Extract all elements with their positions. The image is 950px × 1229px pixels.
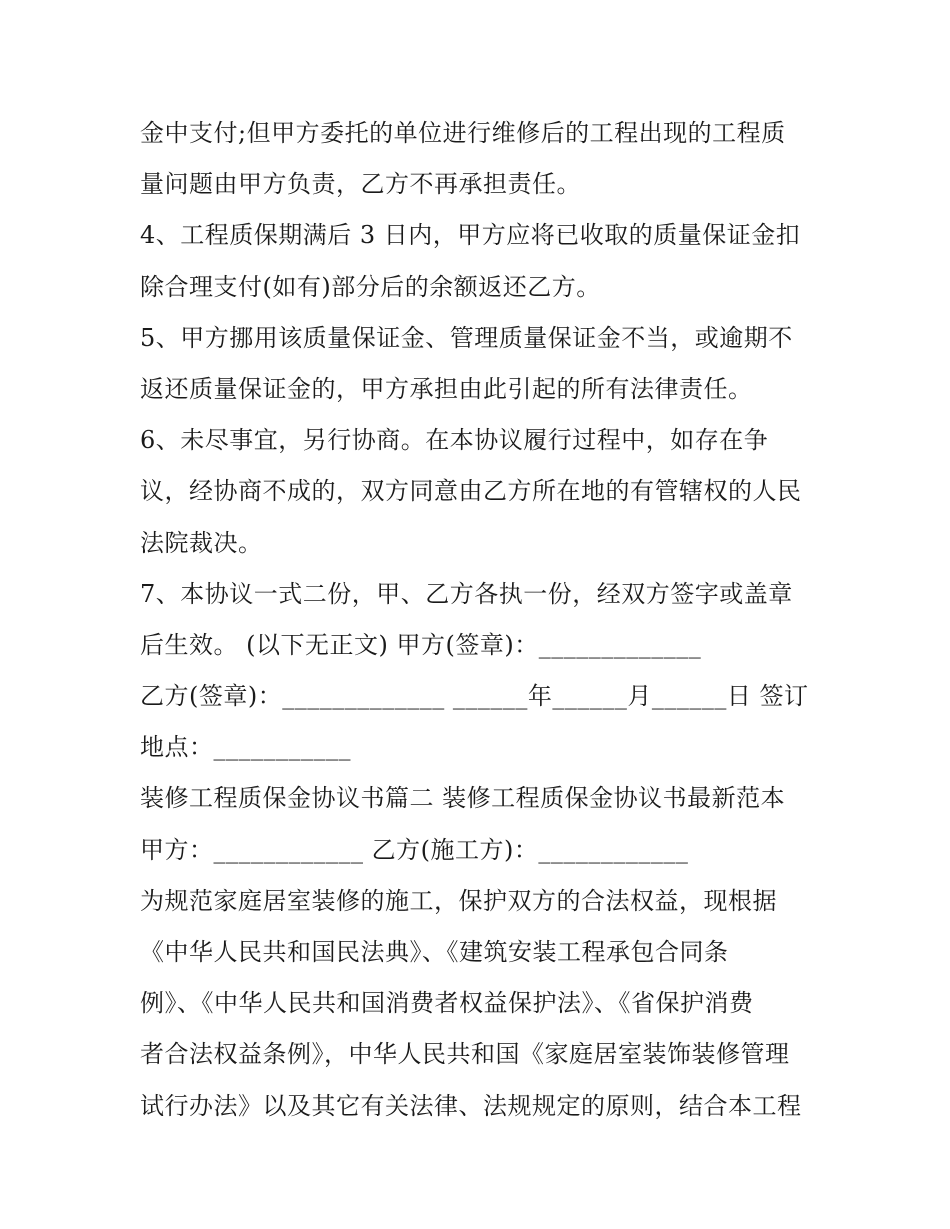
text-line: 乙方(签章)：_____________ ______年______月______日 签订 <box>140 682 809 711</box>
text-line: 除合理支付(如有)部分后的余额返还乙方。 <box>140 272 601 301</box>
text-line: 议，经协商不成的，双方同意由乙方所在地的有管辖权的人民 <box>140 477 802 506</box>
text-line: 4、工程质保期满后 3 日内，甲方应将已收取的质量保证金扣 <box>140 221 801 250</box>
text-line: 为规范家庭居室装修的施工，保护双方的合法权益，现根据 <box>140 886 777 915</box>
text-line: 量问题由甲方负责，乙方不再承担责任。 <box>140 170 581 199</box>
text-line: 返还质量保证金的，甲方承担由此引起的所有法律责任。 <box>140 374 753 403</box>
text-line: 金中支付;但甲方委托的单位进行维修后的工程出现的工程质 <box>140 119 786 147</box>
text-line: 者合法权益条例》，中华人民共和国《家庭居室装饰装修管理 <box>140 1040 790 1069</box>
document-body <box>140 108 830 1132</box>
text-line: 试行办法》以及其它有关法律、法规规定的原则，结合本工程 <box>140 1091 802 1120</box>
text-line: 地点：___________ <box>140 733 351 762</box>
text-line: 7、本协议一式二份，甲、乙方各执一份，经双方签字或盖章 <box>140 579 793 608</box>
text-line: 例》、《中华人民共和国消费者权益保护法》、《省保护消费 <box>140 989 754 1018</box>
text-line: 后生效。 (以下无正文) 甲方(签章)：_____________ <box>140 630 702 659</box>
text-line: 法院裁决。 <box>140 528 263 557</box>
section-heading: 装修工程质保金协议书篇二 装修工程质保金协议书最新范本 <box>140 784 786 813</box>
text-line: 6、未尽事宜，另行协商。在本协议履行过程中，如存在争 <box>140 426 769 455</box>
text-line: 5、甲方挪用该质量保证金、管理质量保证金不当，或逾期不 <box>140 323 793 352</box>
text-line: 《中华人民共和国民法典》、《建筑安装工程承包合同条 <box>140 938 729 966</box>
text-line: 甲方：____________ 乙方(施工方)：____________ <box>140 835 689 864</box>
